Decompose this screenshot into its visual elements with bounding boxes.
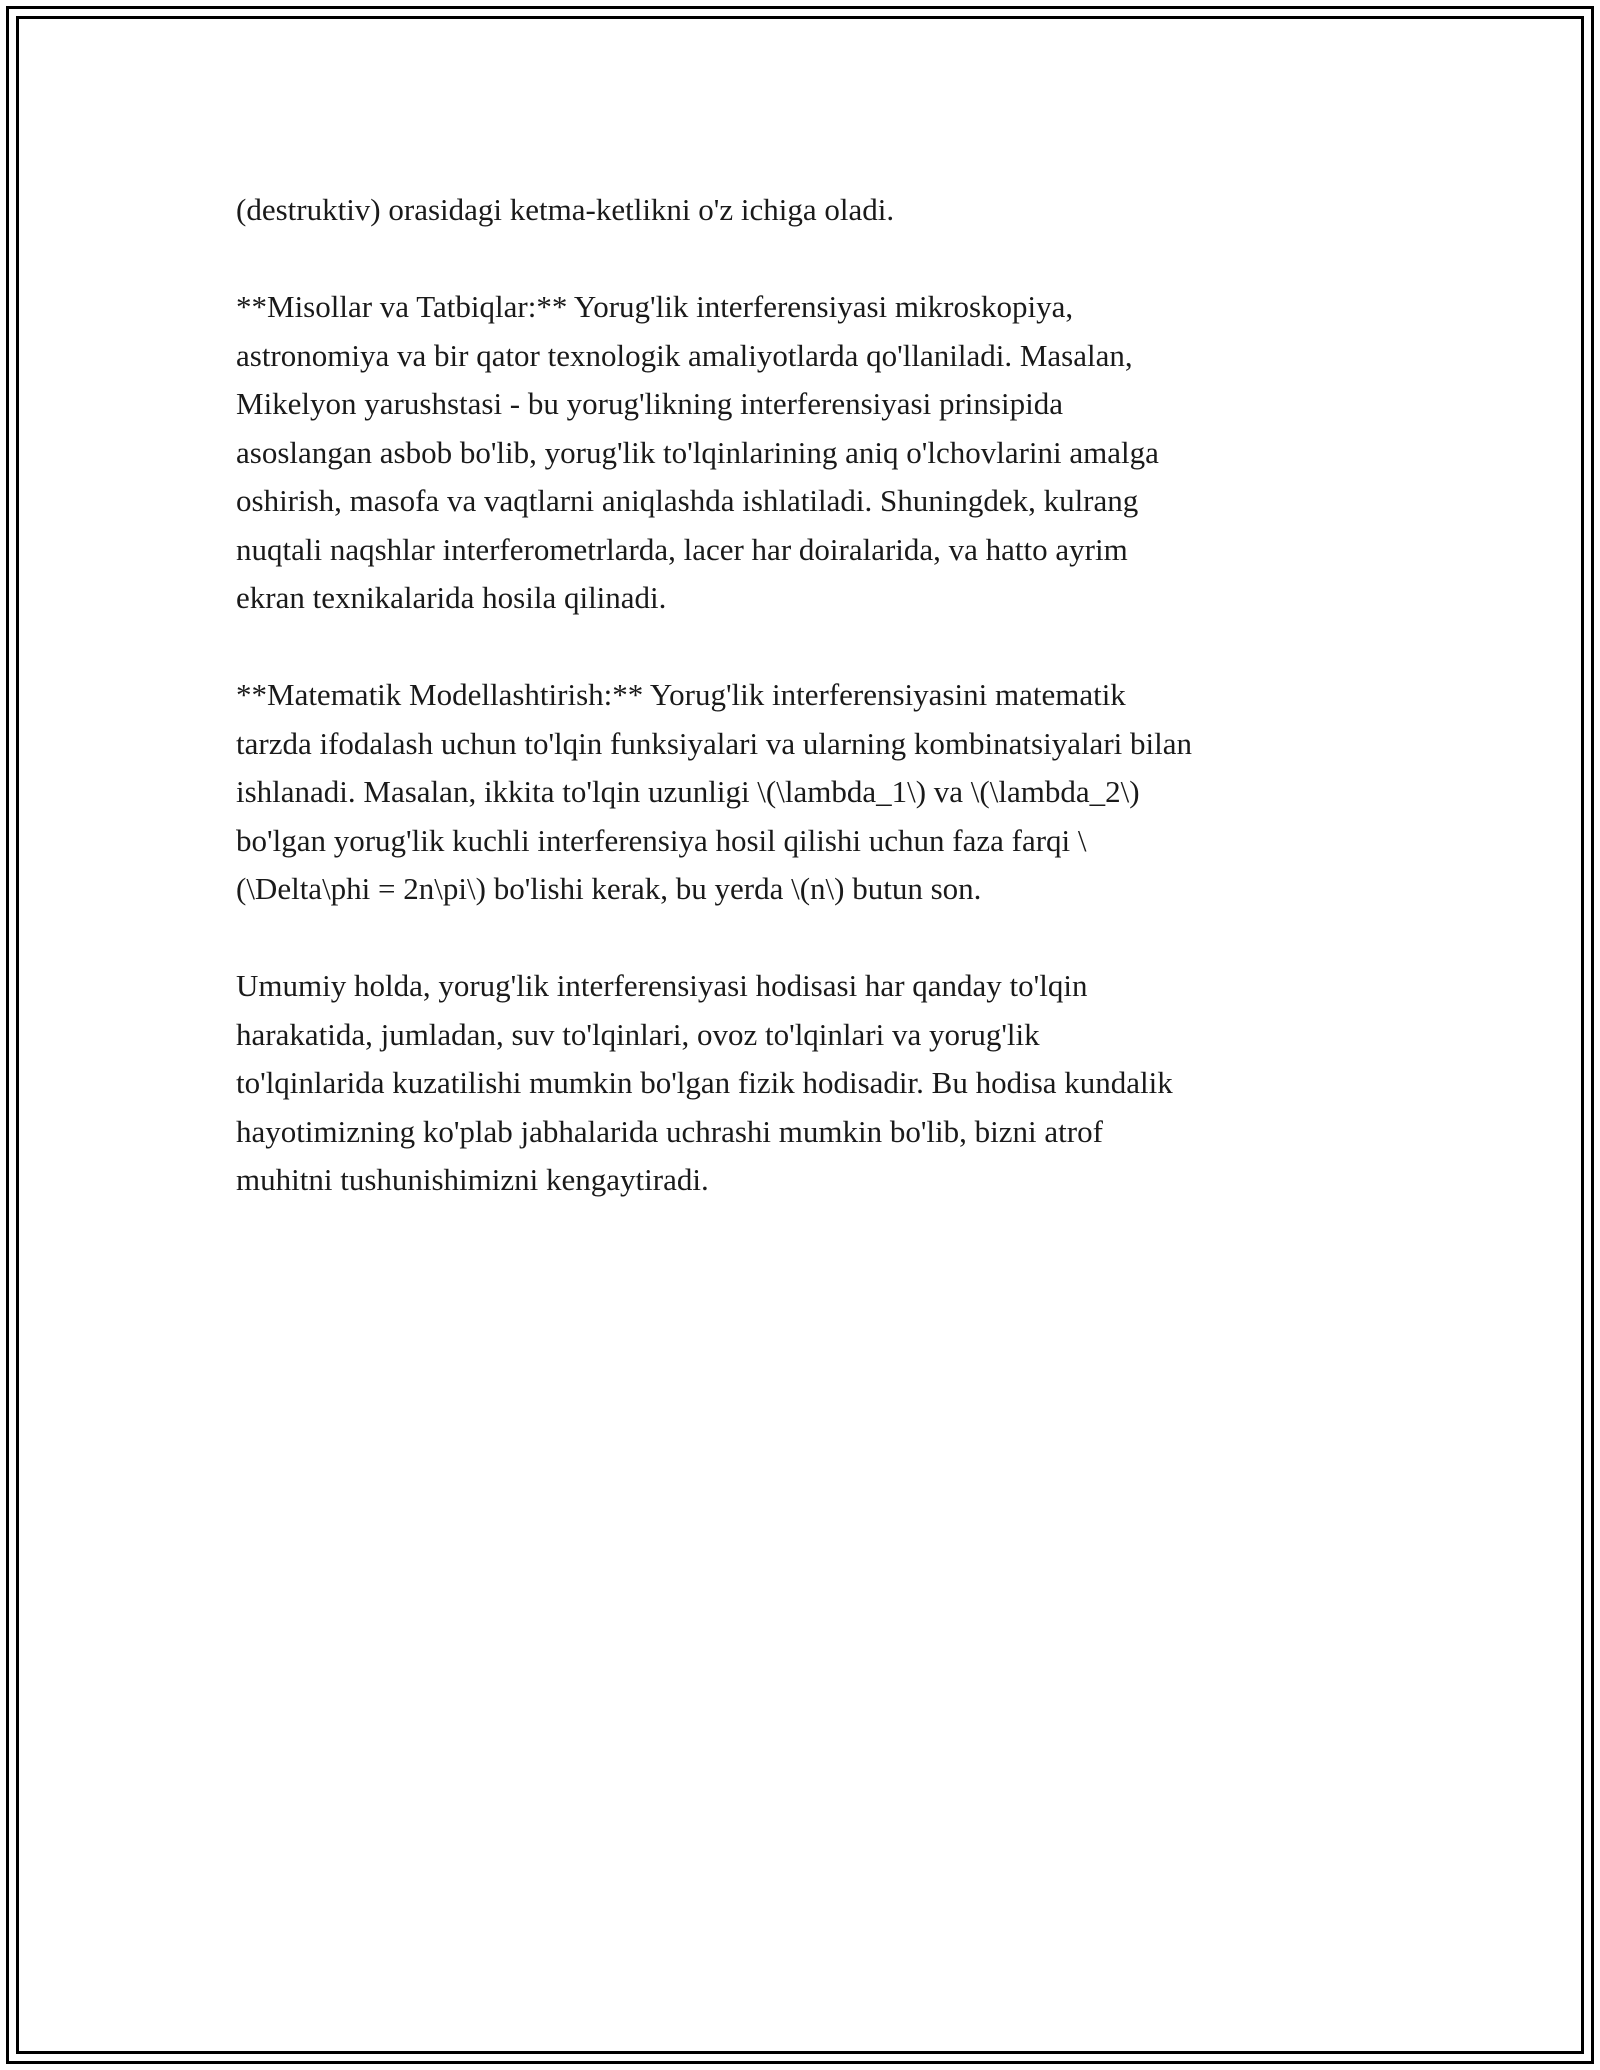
paragraph-destruktiv (236, 186, 1376, 235)
text-line: bo'lgan yorug'lik kuchli interferensiya hosil qilishi uchun faza farqi \ (236, 822, 1087, 858)
text-line: **Matematik Modellashtirish:** Yorug'lik interferensiyasini matematik (236, 677, 1126, 712)
text-line: tarzda ifodalash uchun to'lqin funksiyalari va ularning kombinatsiyalari bilan (236, 725, 1192, 761)
text-line: ekran texnikalarida hosila qilinadi. (236, 580, 667, 615)
text-line: to'lqinlarida kuzatilishi mumkin bo'lgan fizik hodisadir. Bu hodisa kundalik (236, 1065, 1173, 1100)
paragraph-misollar (236, 283, 1376, 623)
text-line: asoslangan asbob bo'lib, yorug'lik to'lqinlarining aniq o'lchovlarini amalga (236, 434, 1159, 470)
document-body (236, 186, 1376, 1253)
text-line: oshirish, masofa va vaqtlarni aniqlashda ishlatiladi. Shuningdek, kulrang (236, 483, 1139, 518)
text-line: nuqtali naqshlar interferometrlarda, lacer har doiralarida, va hatto ayrim (236, 531, 1128, 567)
text-line: harakatida, jumladan, suv to'lqinlari, ovoz to'lqinlari va yorug'lik (236, 1016, 1040, 1052)
text-line: hayotimizning ko'plab jabhalarida uchrashi mumkin bo'lib, bizni atrof (236, 1113, 1103, 1149)
text-line: (\Delta\phi = 2n\pi\) bo'lishi kerak, bu yerda \(n\) butun son. (236, 871, 982, 906)
text-line: Umumiy holda, yorug'lik interferensiyasi hodisasi har qanday to'lqin (236, 968, 1088, 1003)
paragraph-umumiy (236, 962, 1376, 1205)
text-line: (destruktiv) orasidagi ketma-ketlikni o'z ichiga oladi. (236, 192, 895, 227)
text-line: **Misollar va Tatbiqlar:** Yorug'lik interferensiyasi mikroskopiya, (236, 289, 1074, 324)
text-line: ishlanadi. Masalan, ikkita to'lqin uzunligi \(\lambda_1\) va \(\lambda_2\) (236, 774, 1140, 809)
text-line: muhitni tushunishimizni kengaytiradi. (236, 1162, 709, 1197)
paragraph-matematik (236, 671, 1376, 914)
text-line: astronomiya va bir qator texnologik amaliyotlarda qo'llaniladi. Masalan, (236, 337, 1133, 373)
text-line: Mikelyon yarushstasi - bu yorug'likning interferensiyasi prinsipida (236, 386, 1063, 421)
